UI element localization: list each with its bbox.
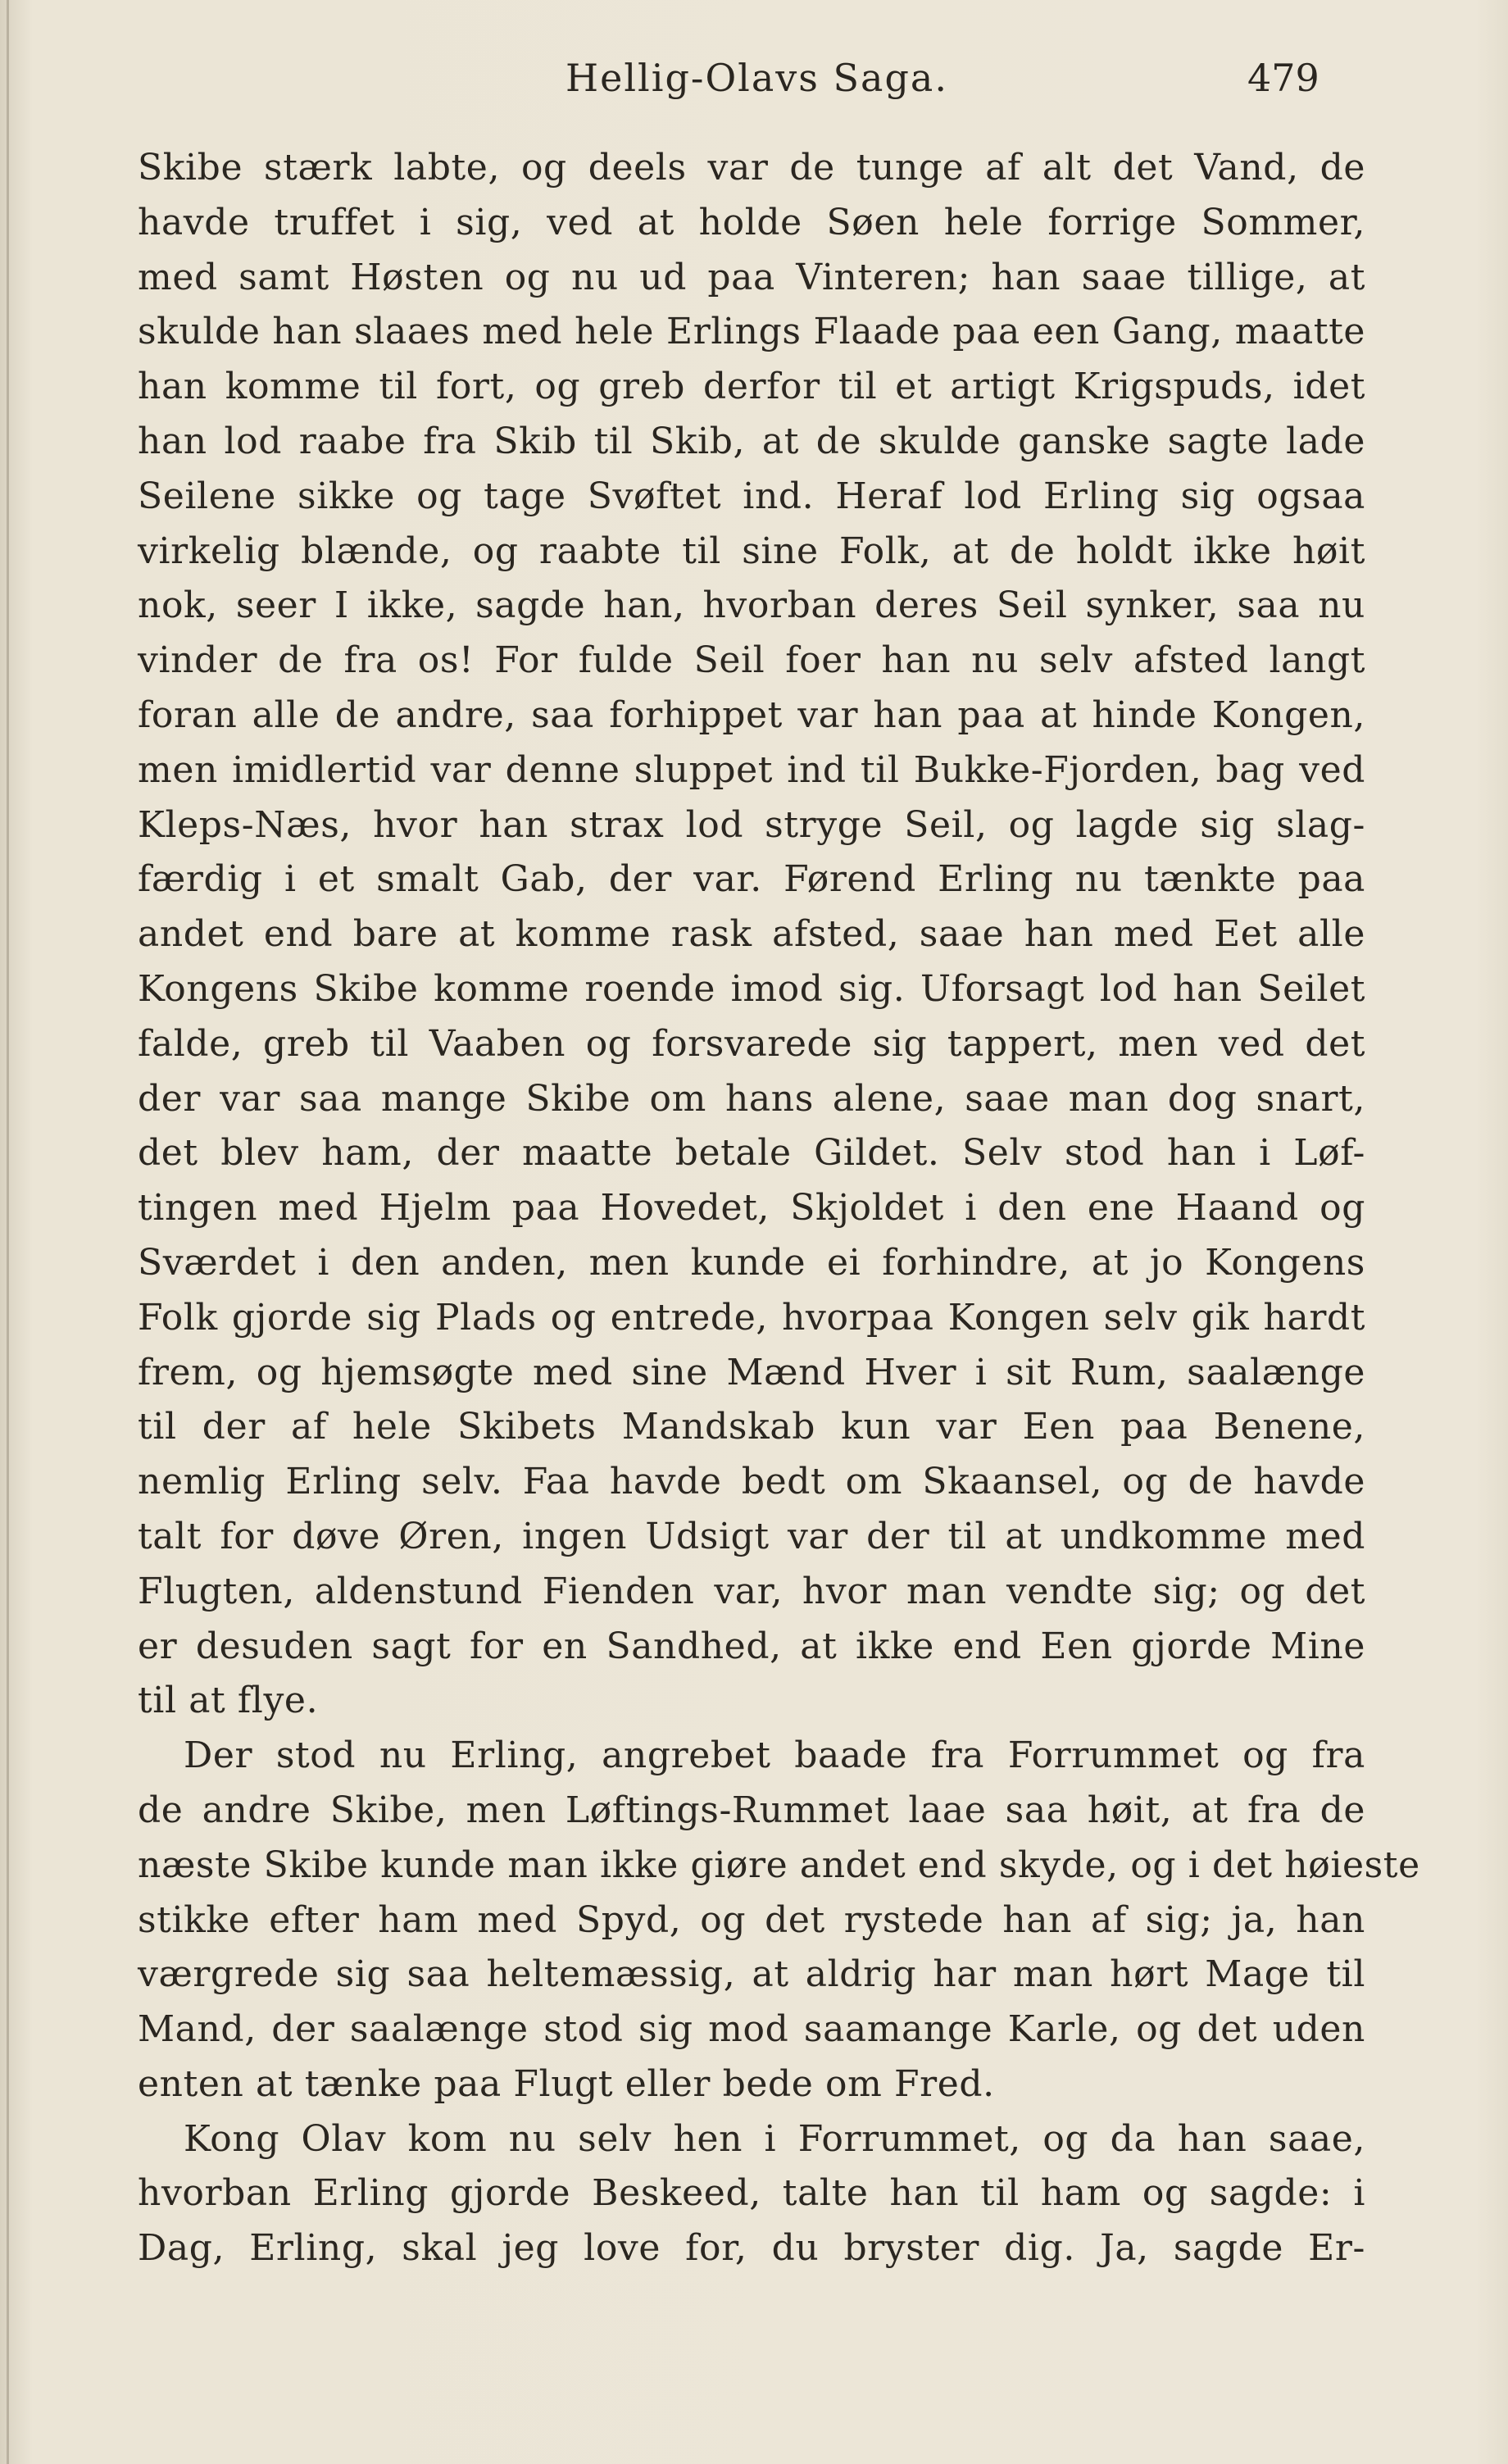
text-line: hvorban Erling gjorde Beskeed, talte han til ham og sagde: i <box>138 2172 1365 2215</box>
text-line: havde truffet i sig, ved at holde Søen hele forrige Sommer, <box>138 201 1365 243</box>
page-number: 479 <box>1247 56 1320 100</box>
text-line: der var saa mange Skibe om hans alene, saae man dog snart, <box>138 1077 1365 1120</box>
binding-edge <box>7 0 9 2464</box>
text-line: frem, og hjemsøgte med sine Mænd Hver i sit Rum, saalænge <box>138 1351 1365 1393</box>
text-line: Dag, Erling, skal jeg love for, du bryster dig. Ja, sagde Er- <box>138 2227 1365 2270</box>
text-line: Seilene sikke og tage Svøftet ind. Heraf lod Erling sig ogsaa <box>138 475 1365 517</box>
text-line: nemlig Erling selv. Faa havde bedt om Skaansel, og de havde <box>138 1461 1365 1503</box>
text-line: de andre Skibe, men Løftings-Rummet laae saa høit, at fra de <box>138 1789 1365 1831</box>
text-line: stikke efter ham med Spyd, og det rystede han af sig; ja, han <box>138 1898 1365 1941</box>
text-line: han komme til fort, og greb derfor til et artigt Krigspuds, idet <box>138 366 1365 408</box>
text-line: er desuden sagt for en Sandhed, at ikke end Een gjorde Mine <box>138 1625 1365 1667</box>
text-line: færdig i et smalt Gab, der var. Førend Erling nu tænkte paa <box>138 858 1365 901</box>
text-line: Flugten, aldenstund Fienden var, hvor man vendte sig; og det <box>138 1570 1365 1612</box>
text-line: Sværdet i den anden, men kunde ei forhindre, at jo Kongens <box>138 1241 1365 1284</box>
text-line: andet end bare at komme rask afsted, saae han med Eet alle <box>138 913 1365 956</box>
paragraph-end-line: til at flye. <box>138 1680 319 1722</box>
running-head <box>0 49 1508 107</box>
running-title: Hellig-Olavs Saga. <box>566 56 948 100</box>
text-line: det blev ham, der maatte betale Gildet. Selv stod han i Løf- <box>138 1132 1365 1175</box>
paragraph-start-line: Kong Olav kom nu selv hen i Forrummet, og da han saae, <box>184 2117 1365 2160</box>
text-line: nok, seer I ikke, sagde han, hvorban deres Seil synker, saa nu <box>138 584 1365 627</box>
text-line: han lod raabe fra Skib til Skib, at de skulde ganske sagte lade <box>138 420 1365 462</box>
paragraph-start-line: Der stod nu Erling, angrebet baade fra Forrummet og fra <box>184 1734 1365 1777</box>
text-line: Folk gjorde sig Plads og entrede, hvorpaa Kongen selv gik hardt <box>138 1296 1365 1339</box>
text-line: virkelig blænde, og raabte til sine Folk, at de holdt ikke høit <box>138 530 1365 572</box>
text-line: med samt Høsten og nu ud paa Vinteren; han saae tillige, at <box>138 256 1365 298</box>
text-line: værgrede sig saa heltemæssig, at aldrig har man hørt Mage til <box>138 1953 1365 1996</box>
text-line: tingen med Hjelm paa Hovedet, Skjoldet i den ene Haand og <box>138 1187 1365 1230</box>
text-line: Mand, der saalænge stod sig mod saamange Karle, og det uden <box>138 2008 1365 2051</box>
text-line: falde, greb til Vaaben og forsvarede sig tappert, men ved det <box>138 1022 1365 1065</box>
text-line: til der af hele Skibets Mandskab kun var Een paa Benene, <box>138 1406 1365 1448</box>
text-line: næste Skibe kunde man ikke giøre andet end skyde, og i det høieste <box>138 1843 1420 1886</box>
text-line: Kleps-Næs, hvor han strax lod stryge Seil, og lagde sig slag- <box>138 803 1365 846</box>
text-line: skulde han slaaes med hele Erlings Flaade paa een Gang, maatte <box>138 311 1365 353</box>
text-line: men imidlertid var denne sluppet ind til Bukke-Fjorden, bag ved <box>138 748 1365 791</box>
text-line: foran alle de andre, saa forhippet var han paa at hinde Kongen, <box>138 693 1365 736</box>
body-text <box>138 141 1420 2276</box>
text-line: Skibe stærk labte, og deels var de tunge af alt det Vand, de <box>138 147 1365 189</box>
paragraph-end-line: enten at tænke paa Flugt eller bede om Fred. <box>138 2062 995 2105</box>
text-line: Kongens Skibe komme roende imod sig. Uforsagt lod han Seilet <box>138 967 1365 1010</box>
text-line: talt for døve Øren, ingen Udsigt var der til at undkomme med <box>138 1515 1365 1557</box>
text-line: vinder de fra os! For fulde Seil foer han nu selv afsted langt <box>138 639 1365 682</box>
